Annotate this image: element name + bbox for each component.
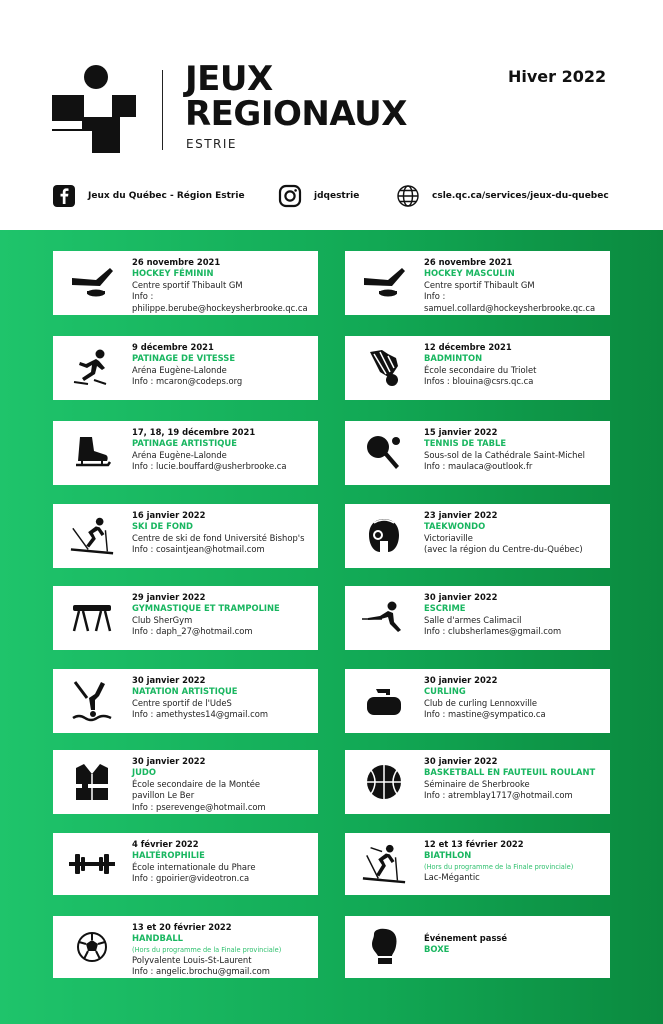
event-sport: HOCKEY FÉMININ	[132, 268, 214, 279]
event-sport: NATATION ARTISTIQUE	[132, 686, 238, 697]
event-date: 30 janvier 2022	[424, 675, 498, 685]
event-info: Info : clubsherlames@gmail.com	[424, 626, 562, 637]
logo-subtitle: ESTRIE	[186, 137, 237, 151]
event-venue: Club de curling Lennoxville	[424, 697, 538, 708]
event-venue: Centre sportif Thibault GM	[424, 279, 535, 290]
title-line-2: REGIONAUX	[185, 94, 407, 134]
event-card[interactable]	[345, 669, 610, 733]
event-info: Info :	[424, 291, 446, 302]
event-date: 16 janvier 2022	[132, 510, 206, 520]
shuttlecock-icon	[361, 336, 407, 400]
event-sport: BADMINTON	[424, 353, 483, 364]
event-venue: Salle d'armes Calimacil	[424, 614, 522, 625]
event-card[interactable]	[345, 421, 610, 485]
event-sport: HANDBALL	[132, 933, 183, 944]
event-info: (avec la région du Centre-du-Québec)	[424, 544, 583, 555]
event-card[interactable]	[345, 251, 610, 315]
headgear-icon	[361, 504, 407, 568]
event-sport: BASKETBALL EN FAUTEUIL ROULANT	[424, 767, 596, 778]
event-venue: École secondaire de la Montée	[132, 778, 261, 789]
event-venue: Sous-sol de la Cathédrale Saint-Michel	[424, 449, 585, 460]
event-date: 9 décembre 2021	[132, 342, 214, 352]
ping-pong-icon	[361, 421, 407, 485]
fencer-icon	[361, 586, 407, 650]
event-date: 13 et 20 février 2022	[132, 922, 232, 932]
event-info: Info : mastine@sympatico.ca	[424, 709, 546, 720]
event-info: philippe.berube@hockeysherbrooke.qc.ca	[132, 302, 308, 313]
event-info: Info : angelic.brochu@gmail.com	[132, 966, 270, 977]
event-info: Info : maulaca@outlook.fr	[424, 461, 533, 472]
event-card[interactable]	[345, 586, 610, 650]
event-date: 15 janvier 2022	[424, 427, 498, 437]
event-info: Info : cosaintjean@hotmail.com	[132, 544, 265, 555]
logo-icon	[52, 65, 136, 153]
instagram-icon	[278, 184, 302, 208]
event-card[interactable]	[53, 833, 318, 895]
handball-icon	[69, 916, 115, 978]
event-info: Info : atremblay1717@hotmail.com	[424, 790, 573, 801]
event-venue: Centre sportif de l'UdeS	[132, 697, 232, 708]
event-venue: Lac-Mégantic	[424, 871, 480, 882]
event-venue: Victoriaville	[424, 532, 473, 543]
event-date: 30 janvier 2022	[424, 756, 498, 766]
event-date: 30 janvier 2022	[132, 675, 206, 685]
event-card[interactable]	[53, 750, 318, 814]
curling-stone-icon	[361, 669, 407, 733]
swimmer-icon	[69, 669, 115, 733]
event-note: (Hors du programme de la Finale provinciale)	[132, 945, 282, 954]
event-card[interactable]	[53, 669, 318, 733]
facebook-icon	[52, 184, 76, 208]
event-sport: HALTÉROPHILIE	[132, 850, 205, 861]
event-sport: PATINAGE DE VITESSE	[132, 353, 236, 364]
event-card[interactable]	[345, 336, 610, 400]
facebook-link[interactable]	[52, 184, 245, 208]
event-sport: PATINAGE ARTISTIQUE	[132, 438, 237, 449]
event-venue: Séminaire de Sherbrooke	[424, 778, 530, 789]
page-header	[0, 0, 663, 230]
event-card[interactable]	[53, 504, 318, 568]
event-note: (Hors du programme de la Finale provinciale)	[424, 862, 574, 871]
event-card[interactable]	[53, 336, 318, 400]
event-sport: SKI DE FOND	[132, 521, 193, 532]
judo-gi-icon	[69, 750, 115, 814]
event-venue: École internationale du Phare	[132, 861, 256, 872]
event-info: samuel.collard@hockeysherbrooke.qc.ca	[424, 302, 596, 313]
barbell-icon	[69, 833, 115, 895]
event-venue: Club SherGym	[132, 614, 193, 625]
event-date: 12 décembre 2021	[424, 342, 512, 352]
event-date: 23 janvier 2022	[424, 510, 498, 520]
event-info: Info : gpoirier@videotron.ca	[132, 873, 250, 884]
event-info: Info : lucie.bouffard@usherbrooke.ca	[132, 461, 287, 472]
website-label: csle.qc.ca/services/jeux-du-quebec	[432, 191, 609, 201]
event-sport: JUDO	[132, 767, 156, 778]
event-date: 17, 18, 19 décembre 2021	[132, 427, 256, 437]
event-sport: BOXE	[424, 944, 450, 955]
event-venue: pavillon Le Ber	[132, 790, 195, 801]
event-sport: ESCRIME	[424, 603, 466, 614]
event-sport: TENNIS DE TABLE	[424, 438, 507, 449]
title-line-1: JEUX	[185, 59, 273, 99]
hockey-stick-icon	[361, 251, 407, 315]
event-date: 4 février 2022	[132, 839, 199, 849]
event-card[interactable]	[53, 421, 318, 485]
season-label: Hiver 2022	[508, 67, 607, 86]
skier-icon	[69, 504, 115, 568]
biathlon-icon	[361, 833, 407, 895]
hockey-stick-icon	[69, 251, 115, 315]
event-date: 12 et 13 février 2022	[424, 839, 524, 849]
logo-divider	[162, 70, 163, 150]
event-info: Info :	[132, 291, 154, 302]
event-sport: GYMNASTIQUE ET TRAMPOLINE	[132, 603, 280, 614]
event-info: Info : mcaron@codeps.org	[132, 376, 243, 387]
event-date: 26 novembre 2021	[132, 257, 221, 267]
event-venue: Centre de ski de fond Université Bishop's	[132, 532, 305, 543]
speed-skater-icon	[69, 336, 115, 400]
event-sport: CURLING	[424, 686, 466, 697]
event-sport: BIATHLON	[424, 850, 472, 861]
event-card[interactable]	[53, 251, 318, 315]
facebook-label: Jeux du Québec - Région Estrie	[88, 191, 245, 201]
event-date: 30 janvier 2022	[132, 756, 206, 766]
event-sport: TAEKWONDO	[424, 521, 486, 532]
event-card[interactable]	[53, 916, 318, 978]
instagram-link[interactable]	[278, 184, 359, 208]
event-venue: Polyvalente Louis-St-Laurent	[132, 954, 252, 965]
event-info: Info : daph_27@hotmail.com	[132, 626, 253, 637]
event-card[interactable]	[345, 833, 610, 895]
event-card[interactable]	[345, 916, 610, 978]
event-sport: HOCKEY MASCULIN	[424, 268, 515, 279]
event-venue: École secondaire du Triolet	[424, 364, 537, 375]
event-venue: Aréna Eugène-Lalonde	[132, 449, 227, 460]
logo-title	[185, 59, 407, 134]
boxing-glove-icon	[361, 916, 407, 978]
event-venue: Centre sportif Thibault GM	[132, 279, 243, 290]
event-info: Info : pserevenge@hotmail.com	[132, 801, 266, 812]
event-status: Événement passé	[424, 933, 508, 943]
event-date: 30 janvier 2022	[424, 592, 498, 602]
event-date: 26 novembre 2021	[424, 257, 513, 267]
website-link[interactable]	[396, 184, 609, 208]
pommel-horse-icon	[69, 586, 115, 650]
event-date: 29 janvier 2022	[132, 592, 206, 602]
instagram-label: jdqestrie	[314, 191, 360, 201]
event-info: Infos : blouina@csrs.qc.ca	[424, 376, 534, 387]
globe-icon	[396, 184, 420, 208]
event-card[interactable]	[345, 750, 610, 814]
event-card[interactable]	[345, 504, 610, 568]
event-venue: Aréna Eugène-Lalonde	[132, 364, 227, 375]
event-card[interactable]	[53, 586, 318, 650]
event-info: Info : amethystes14@gmail.com	[132, 709, 268, 720]
skate-icon	[69, 421, 115, 485]
basketball-icon	[361, 750, 407, 814]
